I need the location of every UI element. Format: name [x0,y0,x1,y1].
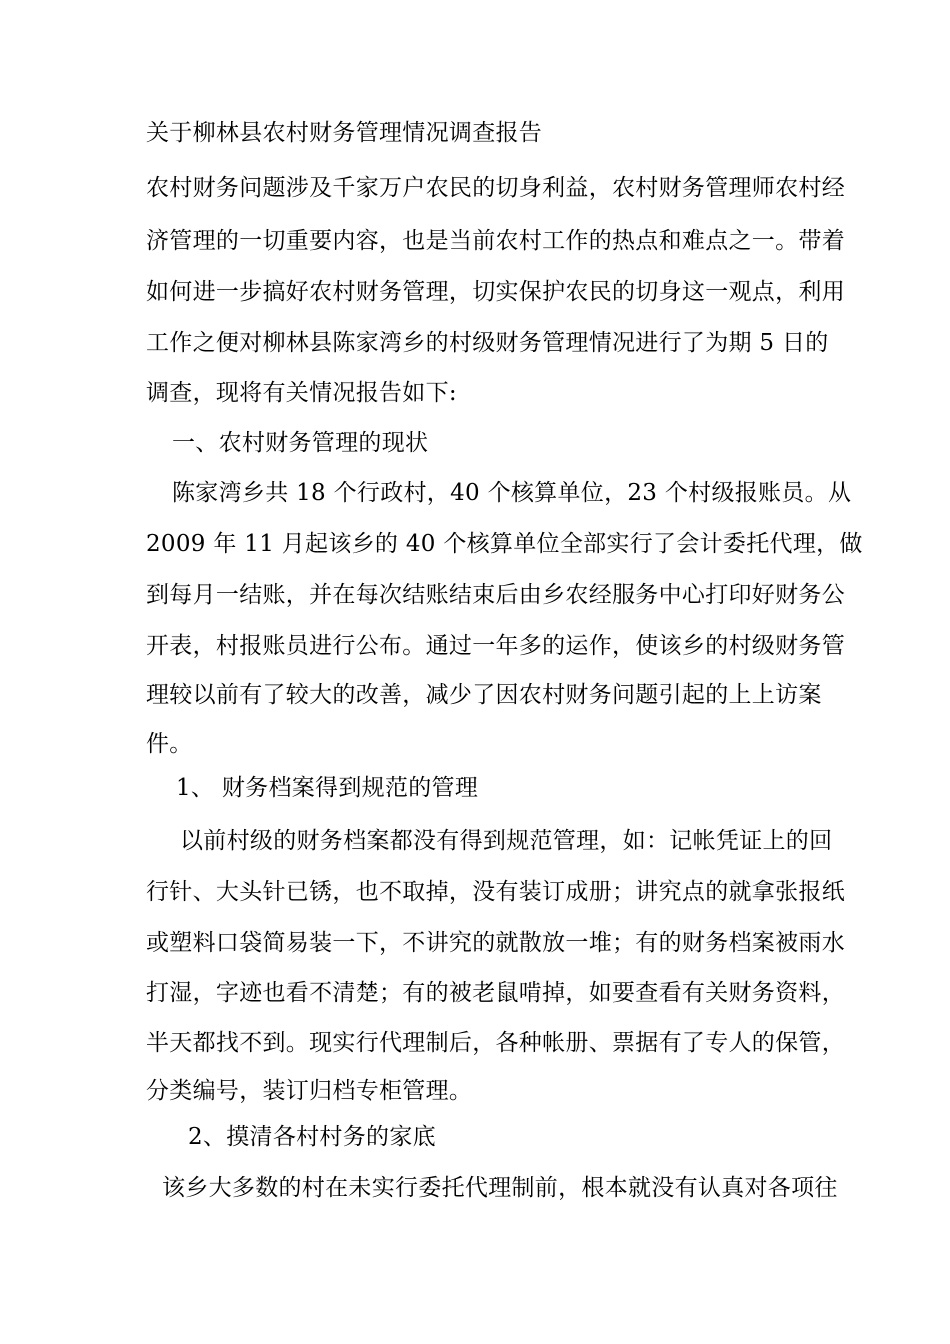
section-paragraph-line: 理较以前有了较大的改善，减少了因农村财务问题引起的上上访案 [146,682,822,708]
subsection-paragraph-line: 以前村级的财务档案都没有得到规范管理，如：记帐凭证上的回 [180,828,833,854]
section-heading: 一、农村财务管理的现状 [172,430,429,456]
subsection-paragraph-line: 半天都找不到。现实行代理制后，各种帐册、票据有了专人的保管， [146,1030,845,1056]
subsection-paragraph-line: 打湿，字迹也看不清楚；有的被老鼠啃掉，如要查看有关财务资料， [146,980,845,1006]
section-paragraph-line: 2009 年 11 月起该乡的 40 个核算单位全部实行了会计委托代理，做 [146,531,863,557]
intro-line: 济管理的一切重要内容，也是当前农村工作的热点和难点之一。带着 [146,228,845,254]
intro-line: 工作之便对柳林县陈家湾乡的村级财务管理情况进行了为期 5 日的 [146,330,829,356]
section-paragraph-line: 陈家湾乡共 18 个行政村，40 个核算单位，23 个村级报账员。从 [172,480,852,506]
section-paragraph-line: 开表，村报账员进行公布。通过一年多的运作，使该乡的村级财务管 [146,633,845,659]
subsection-paragraph-line: 行针、大头针已锈，也不取掉，没有装订成册；讲究点的就拿张报纸 [146,879,845,905]
subsection-paragraph-line: 或塑料口袋简易装一下，不讲究的就散放一堆；有的财务档案被雨水 [146,930,845,956]
intro-line: 调查，现将有关情况报告如下: [146,380,457,406]
intro-line: 农村财务问题涉及千家万户农民的切身利益，农村财务管理师农村经 [146,175,845,201]
section-paragraph-line: 到每月一结账，并在每次结账结束后由乡农经服务中心打印好财务公 [146,582,845,608]
subsection-heading: 2、摸清各村村务的家底 [188,1124,436,1150]
subsection-paragraph-line: 分类编号，装订归档专柜管理。 [146,1078,473,1104]
subsection-heading: 1、 财务档案得到规范的管理 [176,775,479,801]
section-paragraph-line: 件。 [146,731,193,757]
subsection-paragraph-line: 该乡大多数的村在未实行委托代理制前，根本就没有认真对各项往 [162,1175,838,1201]
document-title: 关于柳林县农村财务管理情况调查报告 [146,120,543,146]
intro-line: 如何进一步搞好农村财务管理，切实保护农民的切身这一观点，利用 [146,279,845,305]
